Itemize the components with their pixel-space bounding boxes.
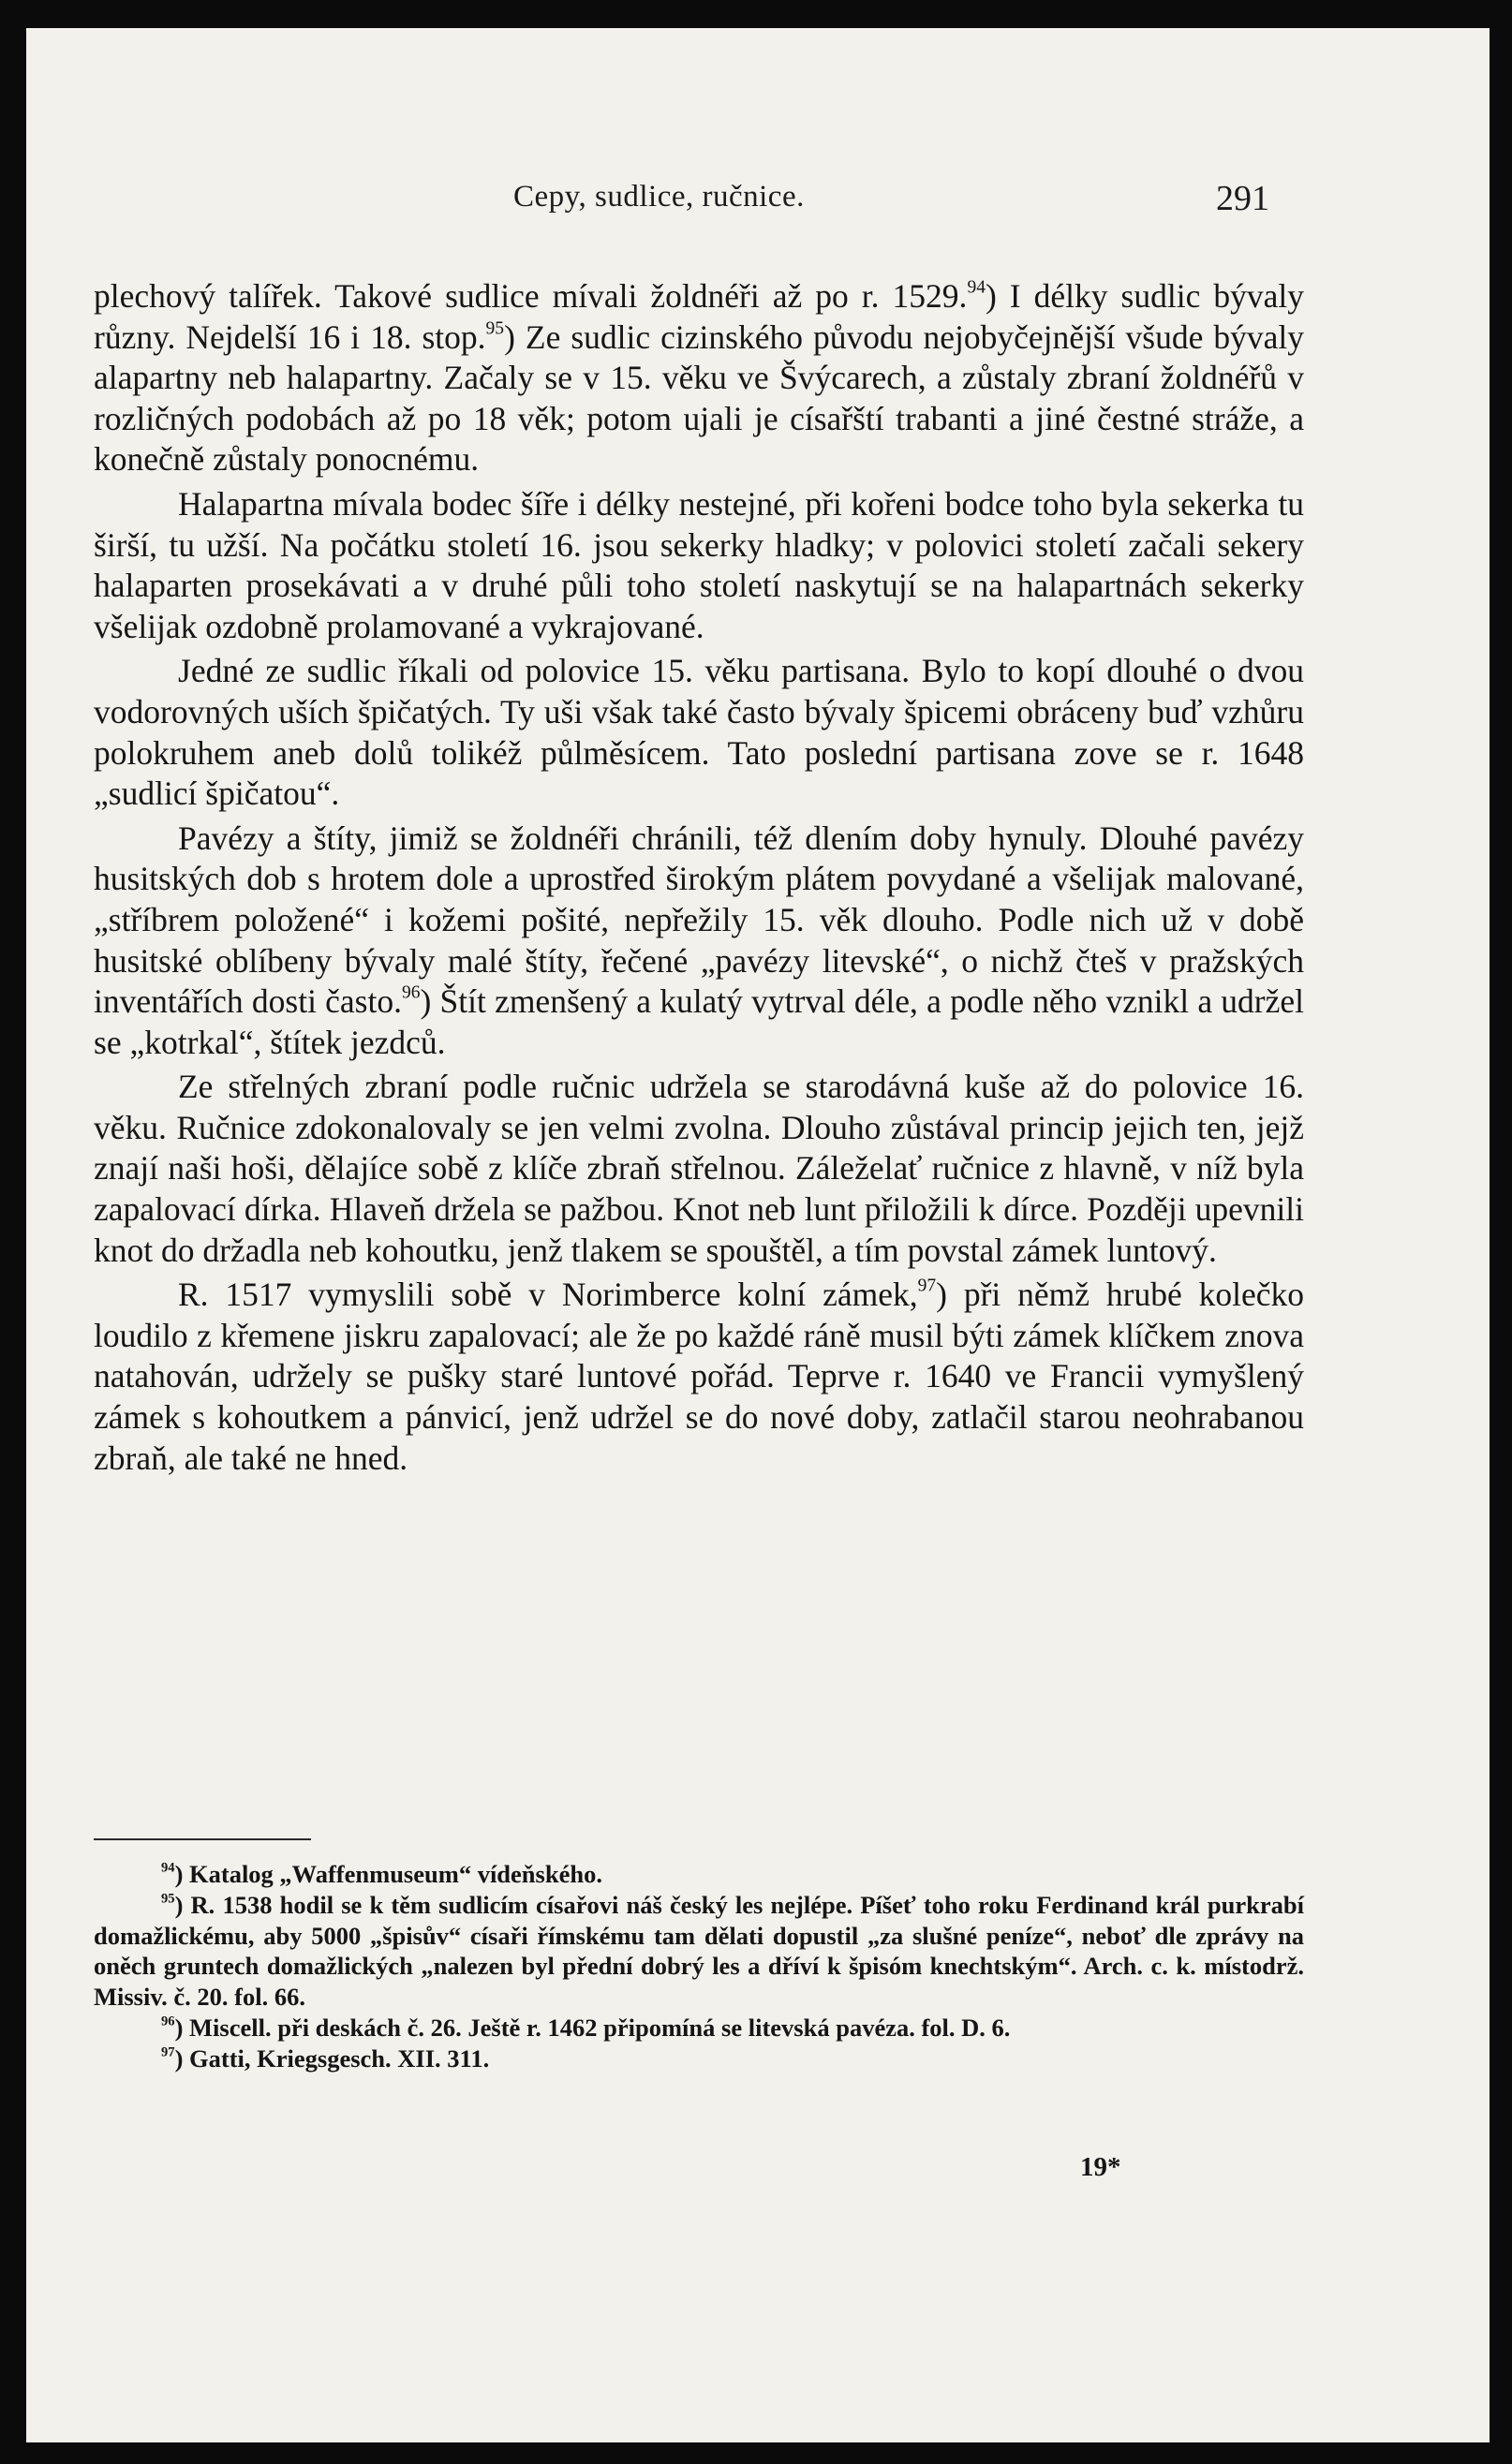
footnote-mark: 95 xyxy=(161,1891,175,1907)
footnote-97 xyxy=(94,2043,1304,2074)
footnote-divider xyxy=(94,1838,311,1840)
footnotes xyxy=(94,1859,1304,2074)
footnote-mark: 96 xyxy=(161,2014,175,2029)
paragraph-4 xyxy=(94,819,1304,1064)
footnote-ref-97: 97 xyxy=(917,1276,937,1296)
paragraph-1-text-b: ) I délky sudlic bývaly různy. Nejdelší 16 i 18. stop. xyxy=(94,277,1304,356)
paragraph-6-text-a: R. 1517 vymyslili sobě v Norimberce kolní zámek, xyxy=(178,1276,918,1314)
paragraph-4-text-a: Pavézy a štíty, jimiž se žoldnéři chránili, též dlením doby hynuly. Dlouhé pavézy husitských dob s hrotem dole a uprostřed širokým plátem povydané a všelijak malované, „stříbrem položené“ i kožemi pošité, nepřežily 15. věk dlouho. Podle nich už v době husitské oblíbeny bývaly malé štíty, řečené „pavézy litevské“, o nichž čteš v pražských inventářích dosti často. xyxy=(94,819,1304,1021)
main-text xyxy=(94,276,1304,1479)
footnote-text: ) Gatti, Kriegsgesch. XII. 311. xyxy=(174,2043,490,2073)
document-page xyxy=(26,28,1490,2442)
paragraph-6-text-b: ) při němž hrubé kolečko loudilo z křemene jiskru zapalovací; ale že po každé ráně musil býti zámek klíčkem znova natahován, udržely se pušky staré luntové pořád. Teprve r. 1640 ve Francii vymyšlený zámek s kohoutkem a pánvicí, jenž udržel se do nové doby, zatlačil starou neohrabanou zbraň, ale také ne hned. xyxy=(94,1276,1304,1477)
paragraph-1 xyxy=(94,276,1304,480)
paragraph-3: Jedné ze sudlic říkali od polovice 15. věku partisana. Bylo to kopí dlouhé o dvou vodorovných uších špičatých. Ty uši však také často bývaly špicemi obráceny buď vzhůru polokruhem aneb dolů tolikéž půlměsícem. Tato poslední partisana zove se r. 1648 „sudlicí špičatou“. xyxy=(94,652,1304,813)
running-head: Cepy, sudlice, ručnice. xyxy=(513,180,805,214)
page-number: 291 xyxy=(1216,179,1269,218)
footnote-text: ) R. 1538 hodil se k těm sudlicím císařovi náš český les nejlépe. Píšeť toho roku Ferdinand král purkrabí domažlickému, aby 5000 „špisův“ císaři římskému tam dělati dopustil „za slušné peníze“, neboť dle zprávy na oněch gruntech domažlických „nalezen byl přední dobrý les a dříví k špisóm knechtským“. Arch. c. k. místodrž. Missiv. č. 20. fol. 66. xyxy=(94,1890,1304,2012)
footnote-mark: 97 xyxy=(161,2044,175,2060)
page-header xyxy=(26,180,1490,227)
paragraph-4-text-b: ) Štít zmenšený a kulatý vytrval déle, a podle něho vznikl a udržel se „kotrkal“, štítek jezdců. xyxy=(94,982,1304,1061)
paragraph-5: Ze střelných zbraní podle ručnic udržela se starodávná kuše až do polovice 16. věku. Ručnice zdokonalovaly se jen velmi zvolna. Dlouho zůstával princip jejich ten, jejž znají naši hoši, dělajíce sobě z klíče zbraň střelnou. Záleželať ručnice z hlavně, v níž byla zapalovací dírka. Hlaveň držela se pažbou. Knot neb lunt přiložili k dírce. Později upevnili knot do držadla neb kohoutku, jenž tlakem se spouštěl, a tím povstal zámek luntový. xyxy=(94,1068,1304,1269)
paragraph-2: Halapartna mívala bodec šíře i délky nestejné, při kořeni bodce toho byla sekerka tu širší, tu užší. Na počátku století 16. jsou sekerky hladky; v polovici století začali sekery halaparten prosekávati a v druhé půli toho století naskytují se na halapartnách sekerky všelijak ozdobně prolamované a vykrajované. xyxy=(94,484,1304,645)
paragraph-6 xyxy=(94,1275,1304,1479)
paragraph-1-text-c: ) Ze sudlic cizinského původu nejobyčejnější všude bývaly alapartny neb halapartny. Začaly se v 15. věku ve Švýcarech, a zůstaly zbraní žoldnéřů v rozličných podobách až po 18 věk; potom ujali je císařští trabanti a jiné čestné stráže, a konečně zůstaly ponocnému. xyxy=(94,317,1304,479)
footnote-94 xyxy=(94,1859,1304,1890)
footnote-text: ) Miscell. při deskách č. 26. Ještě r. 1462 připomíná se litevská pavéza. fol. D. 6. xyxy=(174,2013,1011,2042)
footnote-ref-96: 96 xyxy=(401,982,421,1003)
printer-signature-mark: 19* xyxy=(1080,2152,1121,2182)
footnote-ref-95: 95 xyxy=(485,317,505,338)
footnote-95 xyxy=(94,1890,1304,2013)
footnote-ref-94: 94 xyxy=(967,277,986,298)
footnote-text: ) Katalog „Waffenmuseum“ vídeňského. xyxy=(174,1860,602,1888)
footnote-mark: 94 xyxy=(161,1860,175,1876)
footnote-96 xyxy=(94,2013,1304,2043)
paragraph-1-text-a: plechový talířek. Takové sudlice mívali žoldnéři až po r. 1529. xyxy=(94,277,968,315)
